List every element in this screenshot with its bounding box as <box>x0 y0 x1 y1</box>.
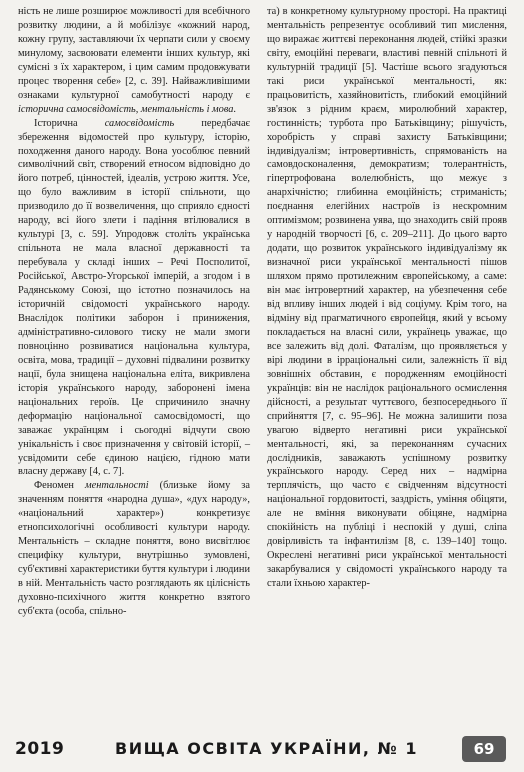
paragraph-text: Феномен <box>34 480 86 492</box>
paragraph-text: (близьке йому за значенням поняття «народна душа», «дух народу», «національний характер») конкретизує етнопсихологічні особливості культури народу. Ментальність – складне поняття, воно висвітлює специфіку культури, внутрішньо зумовлені, суб'єктивні характеристики буття культури і людини в ній. Ментальність часто розглядають як цілісність духовно-психічного життя конкретно взятого суб'єкта (особа, спільно- <box>18 480 250 617</box>
right-paragraph-1: та) в конкретному культурному просторі. На практиці ментальність репрезентує особливий тип мислення, що виражає життєві переконання людей, стійкі зразки світу, емоційні переваги, властиві певній спільноті й культурній традиції [5]. Частіше всього згадуються такі риси української ментальності, як: працьовитість, хазяйновитість, глибокий емоційний зв'язок з рідним краєм, миролюбний характер, гостинність; турбота про Батьківщину; рішучість, хоробрість у справі захисту Батьківщини; індивідуалізм; інтровертивність, спрямованість на самовдосконалення, демократизм; толерантність, гіпертрофована волелюбність, що межує з анархічністю; глибинна емоційність; стриманість; поєднання елегійних настроїв із нескромним оптимізмом; розвинена уява, що знаходить свій прояв у народній творчості [6, с. 209–211]. До цього варто додати, що розвиток українського індивідуалізму як визначної риси української ментальності пішов шляхом прямо протилежним європейському, а саме: він має інтровертний характер, на убезпечення себе від впливу інших людей і від соціуму. Крім того, на відміну від прагматичного європейця, який у всьому покладається на власні сили, українець уважає, що все залежить від долі. Фаталізм, що проявляється у вірі людини в ірраціональні сили, залежність її від зовнішніх обставин, є породженням емоційності українців: він не наслідок раціонального осмислення дійсності, а результат чуттєвого, безпосереднього її сприйняття [7, с. 95–96]. Не можна залишити поза увагою відверто негативні риси української ментальності, які, за переконанням сучасних дослідників, заважають успішному розвитку українського народу. Серед них – надмірна терплячість, що часто є свідченням відсутності національної гордовитості, заздрість, уміння обіцяти, але не вміння виконувати обіцяне, надмірна спокійність на публіці і неспокій у душі, сліпа довірливість та інфантилізм [8, с. 139–140] тощо. Окреслені негативні риси української ментальності закарбувалися у свідомості українського народу та стали їхньою характер- <box>267 6 507 590</box>
paragraph-text: Історична <box>34 117 105 129</box>
left-paragraph-3 <box>18 479 250 619</box>
page-number-badge: 69 <box>462 736 506 762</box>
page-footer <box>0 736 524 772</box>
paragraph-text: . <box>233 103 237 115</box>
left-paragraph-2 <box>18 117 250 480</box>
paragraph-text: ність не лише розширює можливості для всебічного розвитку людини, а й мобілізує «кожний народ, кожну групу, заставляючи їх черпати сили у своєму минулому, засвоювати елементи інших культур, які сумісні з їх характером, і цим самим продовжувати процес творення себе» [2, с. 39]. Найважливішими ознаками культурної самобутності народу є <box>18 6 250 101</box>
left-paragraph-1 <box>18 5 250 117</box>
emphasis-text: самосвідомість <box>104 117 175 129</box>
journal-title: ВИЩА ОСВІТА УКРАЇНИ, № 1 <box>115 739 418 758</box>
right-column <box>267 5 507 591</box>
emphasis-text: ментальності <box>85 480 149 492</box>
footer-year: 2019 <box>15 739 65 759</box>
left-column <box>18 5 250 619</box>
paragraph-text: передбачає збереження відомостей про культуру, історію, походження даного народу. Вона уособлює певний символічний світ, створений етносом відповідно до його потреб, цінностей, ідеалів, устрою життя. Усе, що було важливим в історії спільноти, що призводило до її возвеличення, що сприяло єдності народу, всі його злети і падіння втілювалися в культурі [3, с. 59]. Упродовж століть українська спільнота не мала власної державності та перебувала у складі інших – Речі Посполитої, Російської, Австро-Угорської імперій, а згодом і в Радянському Союзі, що істотно позначилось на історичній свідомості українського народу. Внаслідок політики заборон і принижения, адміністративно-силового тиску не мали змоги повноцінно розвиватися національна культура, освіта, мова, традиції – духовні підвалини розвитку нації, була знищена національна еліта, викривлена історія українського народу, заборонені імена національних героїв. Це спричинило значну деформацію національної самосвідомості, що заважає українцям і сьогодні відчути свою унікальність і своє призначення у світовій історії, – усвідомити себе єдиною нацією, гідною мати власну державу [4, с. 7]. <box>18 117 251 478</box>
emphasis-text: історична самосвідомість, ментальність і мова <box>18 103 234 115</box>
